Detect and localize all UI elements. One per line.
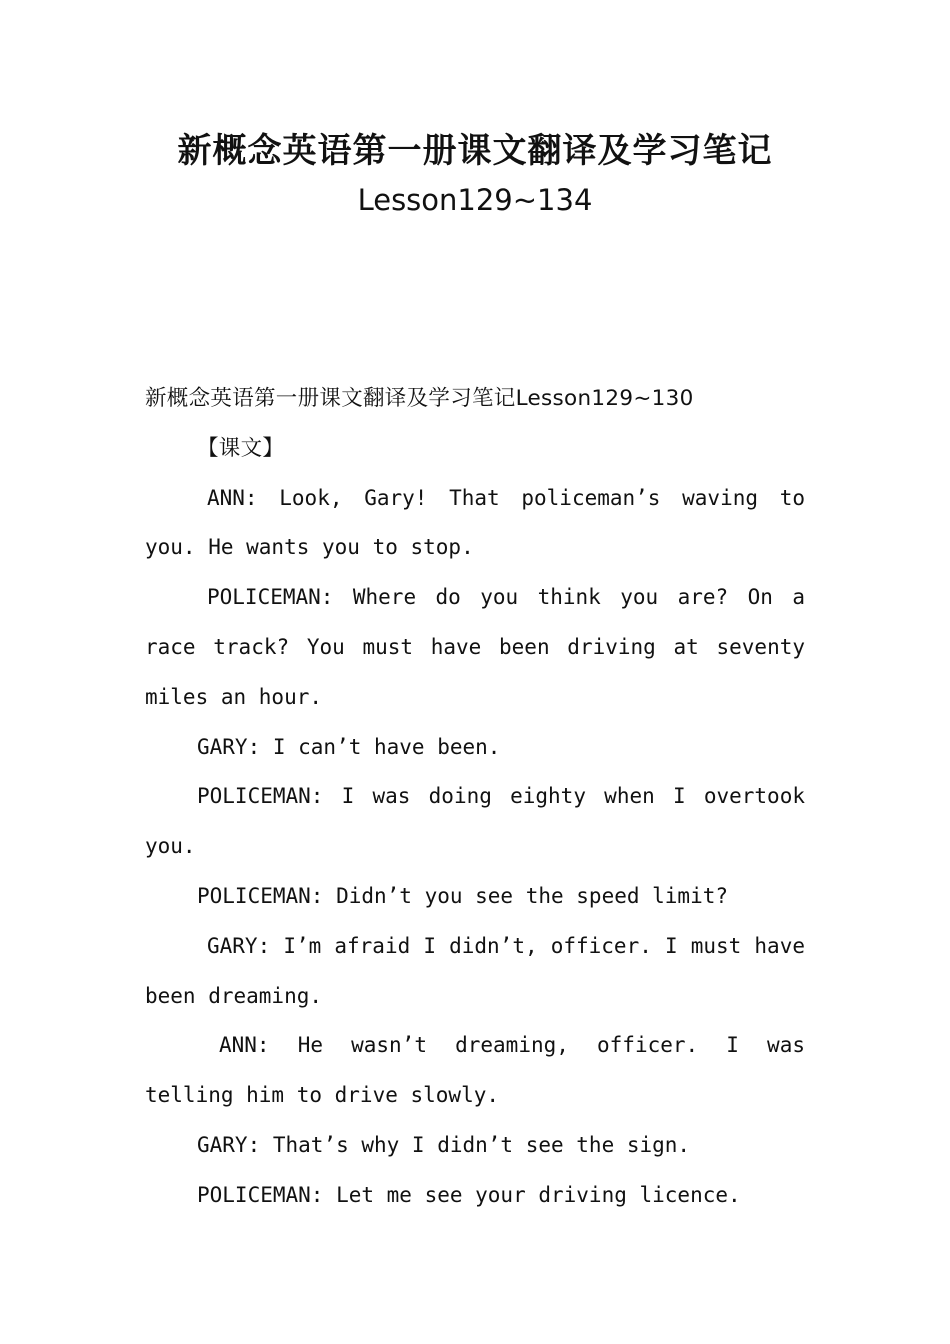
text-label: 【课文】 [197,435,285,461]
dialogue-paragraph: GARY: I’m afraid I didn’t, officer. I must have been dreaming. [145,933,805,1008]
dialogue-paragraph: GARY: That’s why I didn’t see the sign. [197,1132,691,1157]
section-heading: 新概念英语第一册课文翻译及学习笔记Lesson129~130 [145,386,694,411]
dialogue-paragraph: POLICEMAN: Where do you think you are? On a race track? You must have been driving at seventy miles an hour. [145,585,805,709]
document-title: 新概念英语第一册课文翻译及学习笔记 [177,131,773,171]
dialogue-paragraph: POLICEMAN: Didn’t you see the speed limit? [197,883,729,908]
document-body [145,374,805,1221]
dialogue-paragraph: ANN: He wasn’t dreaming, officer. I was telling him to drive slowly. [145,1033,805,1108]
dialogue-paragraph: GARY: I can’t have been. [197,734,501,759]
dialogue-paragraph: POLICEMAN: I was doing eighty when I overtook you. [145,784,805,859]
document-subtitle: Lesson129~134 [357,183,593,217]
dialogue-paragraph: ANN: Look, Gary! That policeman’s waving to you. He wants you to stop. [145,485,805,560]
dialogue-paragraph: POLICEMAN: Let me see your driving licence. [197,1182,741,1207]
